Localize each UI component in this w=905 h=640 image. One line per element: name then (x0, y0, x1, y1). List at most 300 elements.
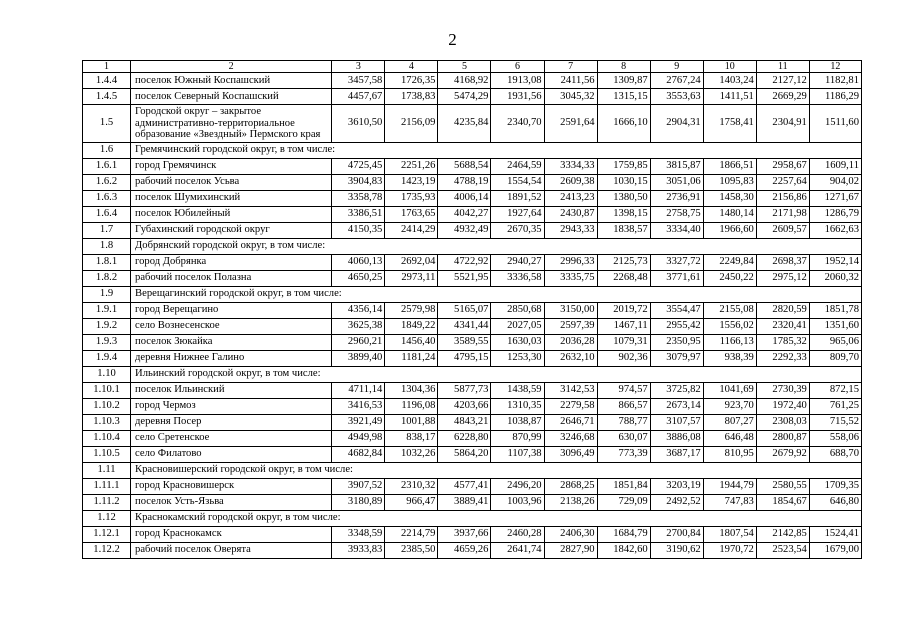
value-cell: 2700,84 (650, 526, 703, 542)
table-row (83, 190, 862, 206)
row-index: 1.8.1 (83, 254, 131, 270)
value-cell: 2943,33 (544, 222, 597, 238)
value-cell: 5165,07 (438, 302, 491, 318)
row-index: 1.10.1 (83, 382, 131, 398)
value-cell: 2523,54 (756, 542, 809, 558)
value-cell: 2257,64 (756, 174, 809, 190)
settlement-name: село Вознесенское (131, 318, 332, 334)
value-cell: 2730,39 (756, 382, 809, 398)
value-cell: 1398,15 (597, 206, 650, 222)
value-cell: 2496,20 (491, 478, 544, 494)
value-cell: 4795,15 (438, 350, 491, 366)
value-cell: 2800,87 (756, 430, 809, 446)
value-cell: 1166,13 (703, 334, 756, 350)
value-cell: 2492,52 (650, 494, 703, 510)
value-cell: 2292,33 (756, 350, 809, 366)
value-cell: 2413,23 (544, 190, 597, 206)
row-index: 1.10.4 (83, 430, 131, 446)
value-cell: 2827,90 (544, 542, 597, 558)
row-index: 1.4.4 (83, 73, 131, 89)
table-row (83, 382, 862, 398)
value-cell: 2698,37 (756, 254, 809, 270)
value-cell: 3904,83 (332, 174, 385, 190)
value-cell: 2171,98 (756, 206, 809, 222)
value-cell: 4722,92 (438, 254, 491, 270)
value-cell: 4932,49 (438, 222, 491, 238)
value-cell: 1403,24 (703, 73, 756, 89)
row-index: 1.6 (83, 142, 131, 158)
value-cell: 3725,82 (650, 382, 703, 398)
row-index: 1.11.1 (83, 478, 131, 494)
value-cell: 3625,38 (332, 318, 385, 334)
column-header: 8 (597, 61, 650, 73)
settlement-name: поселок Южный Коспашский (131, 73, 332, 89)
value-cell: 2304,91 (756, 105, 809, 143)
value-cell: 2027,05 (491, 318, 544, 334)
value-cell: 4682,84 (332, 446, 385, 462)
value-cell: 1785,32 (756, 334, 809, 350)
value-cell: 2641,74 (491, 542, 544, 558)
value-cell: 1186,29 (809, 89, 861, 105)
section-title: Верещагинский городской округ, в том числе: (131, 286, 862, 302)
value-cell: 1851,78 (809, 302, 861, 318)
table-row (83, 158, 862, 174)
row-index: 1.7 (83, 222, 131, 238)
value-cell: 3336,58 (491, 270, 544, 286)
value-cell: 3045,32 (544, 89, 597, 105)
value-cell: 1758,41 (703, 105, 756, 143)
value-cell: 1854,67 (756, 494, 809, 510)
value-cell: 1972,40 (756, 398, 809, 414)
value-cell: 1095,83 (703, 174, 756, 190)
value-cell: 2758,75 (650, 206, 703, 222)
value-cell: 1738,83 (385, 89, 438, 105)
value-cell: 1001,88 (385, 414, 438, 430)
section-row (83, 142, 862, 158)
column-header: 6 (491, 61, 544, 73)
value-cell: 1684,79 (597, 526, 650, 542)
value-cell: 729,09 (597, 494, 650, 510)
settlement-name: поселок Зюкайка (131, 334, 332, 350)
value-cell: 2736,91 (650, 190, 703, 206)
value-cell: 1851,84 (597, 478, 650, 494)
value-cell: 1944,79 (703, 478, 756, 494)
value-cell: 1480,14 (703, 206, 756, 222)
column-header: 2 (131, 61, 332, 73)
table-row (83, 174, 862, 190)
row-index: 1.12.2 (83, 542, 131, 558)
value-cell: 1679,00 (809, 542, 861, 558)
value-cell: 3589,55 (438, 334, 491, 350)
section-title: Ильинский городской округ, в том числе: (131, 366, 862, 382)
row-index: 1.12.1 (83, 526, 131, 542)
value-cell: 1966,60 (703, 222, 756, 238)
value-cell: 3815,87 (650, 158, 703, 174)
section-title: Красновишерский городской округ, в том числе: (131, 462, 862, 478)
value-cell: 1351,60 (809, 318, 861, 334)
settlement-name: поселок Шумихинский (131, 190, 332, 206)
value-cell: 4150,35 (332, 222, 385, 238)
value-cell: 4356,14 (332, 302, 385, 318)
value-cell: 1759,85 (597, 158, 650, 174)
value-cell: 3457,58 (332, 73, 385, 89)
value-cell: 3334,40 (650, 222, 703, 238)
value-cell: 3335,75 (544, 270, 597, 286)
value-cell: 4341,44 (438, 318, 491, 334)
value-cell: 1456,40 (385, 334, 438, 350)
value-cell: 2940,27 (491, 254, 544, 270)
value-cell: 2960,21 (332, 334, 385, 350)
value-cell: 2249,84 (703, 254, 756, 270)
column-number-row (83, 61, 862, 73)
section-row (83, 238, 862, 254)
value-cell: 1271,67 (809, 190, 861, 206)
tariff-table (82, 60, 862, 559)
value-cell: 1913,08 (491, 73, 544, 89)
value-cell: 1662,63 (809, 222, 861, 238)
value-cell: 1952,14 (809, 254, 861, 270)
table-row (83, 105, 862, 143)
value-cell: 838,17 (385, 430, 438, 446)
value-cell: 2460,28 (491, 526, 544, 542)
value-cell: 1032,26 (385, 446, 438, 462)
value-cell: 870,99 (491, 430, 544, 446)
value-cell: 1182,81 (809, 73, 861, 89)
value-cell: 3358,78 (332, 190, 385, 206)
value-cell: 3327,72 (650, 254, 703, 270)
value-cell: 2591,64 (544, 105, 597, 143)
value-cell: 2579,98 (385, 302, 438, 318)
row-index: 1.6.2 (83, 174, 131, 190)
table-row (83, 302, 862, 318)
column-header: 7 (544, 61, 597, 73)
column-header: 3 (332, 61, 385, 73)
value-cell: 1038,87 (491, 414, 544, 430)
value-cell: 558,06 (809, 430, 861, 446)
value-cell: 3889,41 (438, 494, 491, 510)
value-cell: 1709,35 (809, 478, 861, 494)
value-cell: 2411,56 (544, 73, 597, 89)
value-cell: 3386,51 (332, 206, 385, 222)
value-cell: 2692,04 (385, 254, 438, 270)
value-cell: 2609,57 (756, 222, 809, 238)
value-cell: 1003,96 (491, 494, 544, 510)
value-cell: 1181,24 (385, 350, 438, 366)
value-cell: 3096,49 (544, 446, 597, 462)
column-header: 4 (385, 61, 438, 73)
row-index: 1.9.4 (83, 350, 131, 366)
row-index: 1.11.2 (83, 494, 131, 510)
value-cell: 904,02 (809, 174, 861, 190)
settlement-name: Городской округ – закрытое административно-территориальное образование «Звездный» Пермского края (131, 105, 332, 143)
value-cell: 4168,92 (438, 73, 491, 89)
value-cell: 4650,25 (332, 270, 385, 286)
row-index: 1.9.2 (83, 318, 131, 334)
value-cell: 1380,50 (597, 190, 650, 206)
value-cell: 1866,51 (703, 158, 756, 174)
value-cell: 1726,35 (385, 73, 438, 89)
row-index: 1.10.3 (83, 414, 131, 430)
value-cell: 2820,59 (756, 302, 809, 318)
table-row (83, 542, 862, 558)
value-cell: 1196,08 (385, 398, 438, 414)
value-cell: 2679,92 (756, 446, 809, 462)
value-cell: 2310,32 (385, 478, 438, 494)
value-cell: 1030,15 (597, 174, 650, 190)
settlement-name: рабочий поселок Усьва (131, 174, 332, 190)
row-index: 1.9.1 (83, 302, 131, 318)
value-cell: 3687,17 (650, 446, 703, 462)
table-row (83, 206, 862, 222)
value-cell: 2450,22 (703, 270, 756, 286)
table-row (83, 430, 862, 446)
value-cell: 2850,68 (491, 302, 544, 318)
value-cell: 3933,83 (332, 542, 385, 558)
row-index: 1.10.5 (83, 446, 131, 462)
value-cell: 2138,26 (544, 494, 597, 510)
value-cell: 4788,19 (438, 174, 491, 190)
value-cell: 2214,79 (385, 526, 438, 542)
value-cell: 1458,30 (703, 190, 756, 206)
row-index: 1.12 (83, 510, 131, 526)
table-row (83, 270, 862, 286)
value-cell: 902,36 (597, 350, 650, 366)
settlement-name: город Чермоз (131, 398, 332, 414)
value-cell: 5474,29 (438, 89, 491, 105)
value-cell: 3079,97 (650, 350, 703, 366)
value-cell: 807,27 (703, 414, 756, 430)
table-row (83, 398, 862, 414)
value-cell: 4060,13 (332, 254, 385, 270)
value-cell: 2975,12 (756, 270, 809, 286)
value-cell: 3203,19 (650, 478, 703, 494)
section-row (83, 366, 862, 382)
settlement-name: поселок Северный Коспашский (131, 89, 332, 105)
value-cell: 4843,21 (438, 414, 491, 430)
row-index: 1.8 (83, 238, 131, 254)
value-cell: 2767,24 (650, 73, 703, 89)
value-cell: 2406,30 (544, 526, 597, 542)
settlement-name: город Добрянка (131, 254, 332, 270)
value-cell: 3771,61 (650, 270, 703, 286)
settlement-name: рабочий поселок Оверята (131, 542, 332, 558)
value-cell: 2904,31 (650, 105, 703, 143)
row-index: 1.11 (83, 462, 131, 478)
column-header: 10 (703, 61, 756, 73)
value-cell: 1735,93 (385, 190, 438, 206)
value-cell: 1079,31 (597, 334, 650, 350)
settlement-name: город Краснокамск (131, 526, 332, 542)
row-index: 1.6.4 (83, 206, 131, 222)
value-cell: 3553,63 (650, 89, 703, 105)
value-cell: 2580,55 (756, 478, 809, 494)
value-cell: 3937,66 (438, 526, 491, 542)
value-cell: 1304,36 (385, 382, 438, 398)
section-title: Гремячинский городской округ, в том числе: (131, 142, 862, 158)
value-cell: 1511,60 (809, 105, 861, 143)
value-cell: 2414,29 (385, 222, 438, 238)
settlement-name: село Сретенское (131, 430, 332, 446)
value-cell: 3610,50 (332, 105, 385, 143)
value-cell: 1630,03 (491, 334, 544, 350)
value-cell: 4006,14 (438, 190, 491, 206)
value-cell: 3180,89 (332, 494, 385, 510)
value-cell: 630,07 (597, 430, 650, 446)
value-cell: 1970,72 (703, 542, 756, 558)
value-cell: 2669,29 (756, 89, 809, 105)
value-cell: 2673,14 (650, 398, 703, 414)
value-cell: 688,70 (809, 446, 861, 462)
value-cell: 6228,80 (438, 430, 491, 446)
value-cell: 5688,54 (438, 158, 491, 174)
value-cell: 4235,84 (438, 105, 491, 143)
table-row (83, 254, 862, 270)
value-cell: 1838,57 (597, 222, 650, 238)
value-cell: 810,95 (703, 446, 756, 462)
value-cell: 2155,08 (703, 302, 756, 318)
value-cell: 3107,57 (650, 414, 703, 430)
settlement-name: поселок Усть-Язьва (131, 494, 332, 510)
table-row (83, 222, 862, 238)
section-row (83, 286, 862, 302)
value-cell: 1807,54 (703, 526, 756, 542)
value-cell: 2996,33 (544, 254, 597, 270)
value-cell: 2142,85 (756, 526, 809, 542)
table-row (83, 334, 862, 350)
value-cell: 1666,10 (597, 105, 650, 143)
table-row (83, 414, 862, 430)
value-cell: 1849,22 (385, 318, 438, 334)
table-row (83, 318, 862, 334)
section-row (83, 510, 862, 526)
value-cell: 2019,72 (597, 302, 650, 318)
value-cell: 715,52 (809, 414, 861, 430)
value-cell: 1438,59 (491, 382, 544, 398)
value-cell: 5877,73 (438, 382, 491, 398)
column-header: 9 (650, 61, 703, 73)
section-title: Краснокамский городской округ, в том числе: (131, 510, 862, 526)
value-cell: 3051,06 (650, 174, 703, 190)
value-cell: 1524,41 (809, 526, 861, 542)
value-cell: 966,47 (385, 494, 438, 510)
table-body (83, 61, 862, 559)
value-cell: 2955,42 (650, 318, 703, 334)
value-cell: 1763,65 (385, 206, 438, 222)
value-cell: 5521,95 (438, 270, 491, 286)
column-header: 1 (83, 61, 131, 73)
table-row (83, 89, 862, 105)
settlement-name: деревня Посер (131, 414, 332, 430)
value-cell: 2430,87 (544, 206, 597, 222)
value-cell: 2340,70 (491, 105, 544, 143)
value-cell: 1423,19 (385, 174, 438, 190)
row-index: 1.6.1 (83, 158, 131, 174)
value-cell: 1315,15 (597, 89, 650, 105)
value-cell: 809,70 (809, 350, 861, 366)
value-cell: 872,15 (809, 382, 861, 398)
row-index: 1.8.2 (83, 270, 131, 286)
value-cell: 2127,12 (756, 73, 809, 89)
value-cell: 3416,53 (332, 398, 385, 414)
value-cell: 923,70 (703, 398, 756, 414)
value-cell: 965,06 (809, 334, 861, 350)
value-cell: 2609,38 (544, 174, 597, 190)
section-title: Добрянский городской округ, в том числе: (131, 238, 862, 254)
value-cell: 646,48 (703, 430, 756, 446)
table-row (83, 446, 862, 462)
table-row (83, 478, 862, 494)
value-cell: 2385,50 (385, 542, 438, 558)
value-cell: 974,57 (597, 382, 650, 398)
value-cell: 3246,68 (544, 430, 597, 446)
value-cell: 2320,41 (756, 318, 809, 334)
value-cell: 2350,95 (650, 334, 703, 350)
value-cell: 3150,00 (544, 302, 597, 318)
row-index: 1.10.2 (83, 398, 131, 414)
value-cell: 1842,60 (597, 542, 650, 558)
value-cell: 1554,54 (491, 174, 544, 190)
row-index: 1.10 (83, 366, 131, 382)
value-cell: 646,80 (809, 494, 861, 510)
value-cell: 1891,52 (491, 190, 544, 206)
value-cell: 2036,28 (544, 334, 597, 350)
value-cell: 2646,71 (544, 414, 597, 430)
value-cell: 1931,56 (491, 89, 544, 105)
column-header: 11 (756, 61, 809, 73)
column-header: 12 (809, 61, 861, 73)
value-cell: 2958,67 (756, 158, 809, 174)
value-cell: 1609,11 (809, 158, 861, 174)
row-index: 1.6.3 (83, 190, 131, 206)
value-cell: 3348,59 (332, 526, 385, 542)
settlement-name: город Красновишерск (131, 478, 332, 494)
column-header: 5 (438, 61, 491, 73)
value-cell: 1467,11 (597, 318, 650, 334)
value-cell: 2597,39 (544, 318, 597, 334)
settlement-name: Губахинский городской округ (131, 222, 332, 238)
value-cell: 2279,58 (544, 398, 597, 414)
value-cell: 5864,20 (438, 446, 491, 462)
value-cell: 3886,08 (650, 430, 703, 446)
value-cell: 1411,51 (703, 89, 756, 105)
value-cell: 4725,45 (332, 158, 385, 174)
value-cell: 1253,30 (491, 350, 544, 366)
value-cell: 1107,38 (491, 446, 544, 462)
settlement-name: поселок Юбилейный (131, 206, 332, 222)
value-cell: 4457,67 (332, 89, 385, 105)
settlement-name: город Верещагино (131, 302, 332, 318)
page-number: 2 (448, 30, 457, 49)
value-cell: 4203,66 (438, 398, 491, 414)
value-cell: 761,25 (809, 398, 861, 414)
value-cell: 866,57 (597, 398, 650, 414)
value-cell: 747,83 (703, 494, 756, 510)
value-cell: 2464,59 (491, 158, 544, 174)
settlement-name: село Филатово (131, 446, 332, 462)
value-cell: 2868,25 (544, 478, 597, 494)
value-cell: 1286,79 (809, 206, 861, 222)
value-cell: 3899,40 (332, 350, 385, 366)
value-cell: 3142,53 (544, 382, 597, 398)
value-cell: 2156,09 (385, 105, 438, 143)
value-cell: 938,39 (703, 350, 756, 366)
value-cell: 2308,03 (756, 414, 809, 430)
table-row (83, 526, 862, 542)
row-index: 1.9 (83, 286, 131, 302)
settlement-name: город Гремячинск (131, 158, 332, 174)
table-row (83, 494, 862, 510)
value-cell: 1310,35 (491, 398, 544, 414)
